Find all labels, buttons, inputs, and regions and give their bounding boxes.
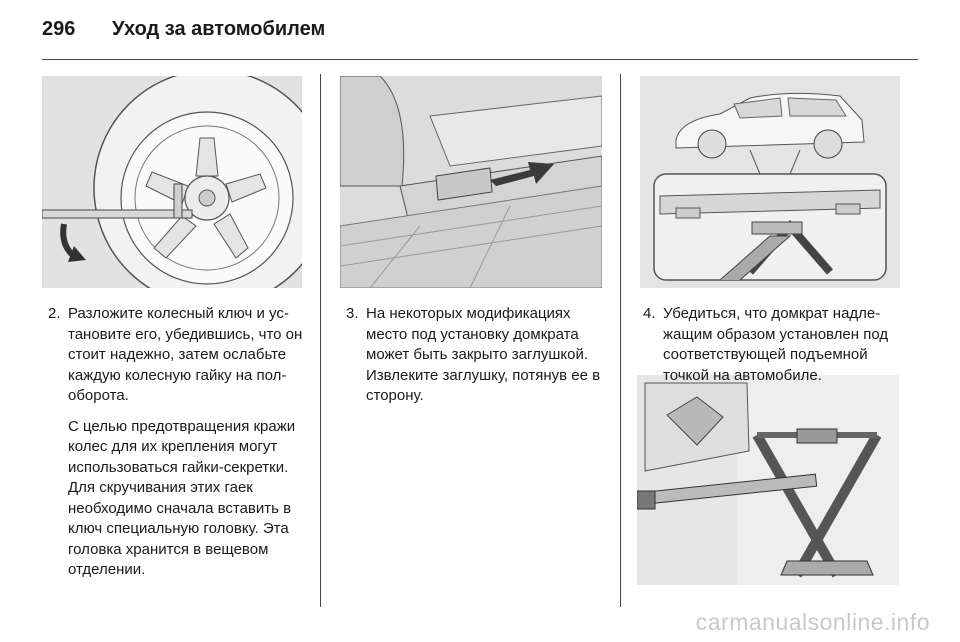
wheel-wrench-drawing: [42, 76, 302, 288]
step-number: 2.: [48, 305, 61, 322]
car-jack-point-illustration: [640, 76, 900, 288]
car-jack-drawing: [640, 76, 900, 288]
column-divider: [320, 74, 321, 607]
jack-crank-illustration: [637, 375, 899, 585]
jack-crank-drawing: [637, 375, 899, 585]
jack-point-cover-illustration: [340, 76, 602, 288]
step-4: [643, 304, 909, 386]
step-paragraph: На некоторых модификациях место под установку домкрата может быть закрыто заглушкой. Извлеките заглушку, потянув ее в сторону.: [366, 305, 601, 404]
watermark: carmanualsonline.info: [695, 609, 930, 635]
step-3: [346, 304, 612, 407]
step-paragraph: Разложите колесный ключ и установите его, убедившись, что он стоит надежно, затем ослабьте каждую колесную гайку на пол-оборота.: [68, 305, 303, 404]
step-number: 4.: [643, 305, 656, 322]
wheel-wrench-illustration: [42, 76, 302, 288]
header-divider: [42, 59, 918, 60]
column-divider: [620, 74, 621, 607]
jack-cover-drawing: [340, 76, 602, 288]
page-number: 296: [42, 18, 76, 40]
page-header: [42, 18, 325, 48]
step-paragraph: Убедиться, что домкрат надлежащим образом установлен под соответствующей подъемной точкой на автомобиле.: [663, 305, 889, 384]
step-paragraph: С целью предотвращения кражи колес для их крепления могут использоваться гайки-секретки. Для скручивания этих гаек необходимо сначала вставить в ключ специальную головку. Эта головка хранится в вещевом отделении.: [68, 417, 296, 578]
step-2: [48, 304, 314, 581]
chapter-title: Уход за автомобилем: [112, 18, 326, 40]
step-number: 3.: [346, 305, 359, 322]
